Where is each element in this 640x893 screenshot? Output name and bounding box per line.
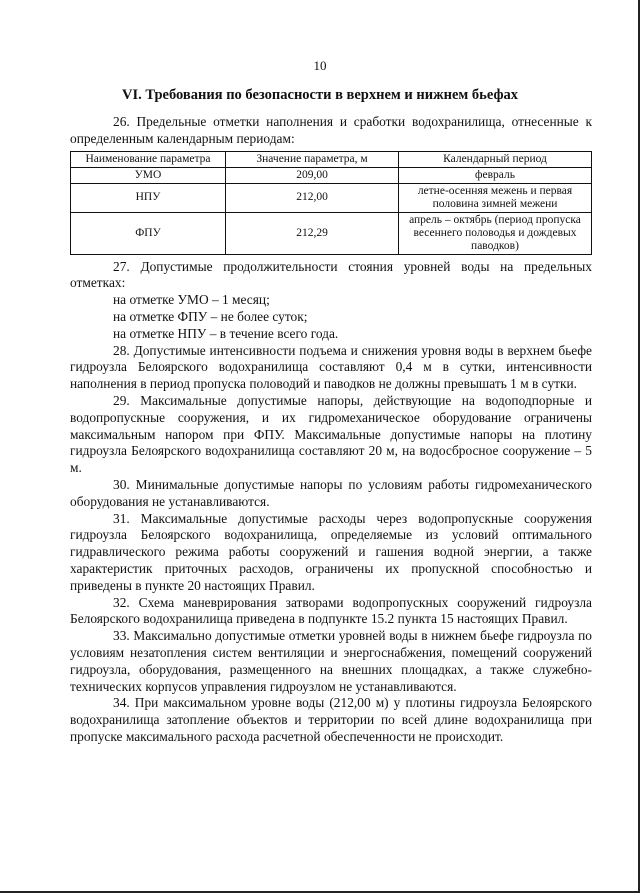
table-cell: февраль <box>399 167 592 183</box>
list-item: на отметке НПУ – в течение всего года. <box>113 325 339 341</box>
list-item: на отметке УМО – 1 месяц; <box>113 292 270 308</box>
column-header-period: Календарный период <box>399 151 592 167</box>
table-cell: НПУ <box>71 183 226 212</box>
page-number: 10 <box>313 58 327 73</box>
paragraph-28: 28. Допустимые интенсивности подъема и снижения уровня воды в верхнем бьефе гидроузла Белоярского водохранилища составляют 0,4 м в сутки, интенсивности наполнения в период пропуска половодий и паводков не должны превышать 1 м в сутки. <box>70 342 592 392</box>
table-cell: 212,00 <box>226 183 399 212</box>
table-cell: 212,29 <box>226 212 399 254</box>
paragraph-27: 27. Допустимые продолжительности стояния уровней воды на предельных отметках: <box>70 258 592 291</box>
table-cell: УМО <box>71 167 226 183</box>
list-item: на отметке ФПУ – не более суток; <box>113 308 308 324</box>
table-row <box>71 212 592 254</box>
parameters-table <box>70 151 592 255</box>
table-row <box>71 167 592 183</box>
paragraph-30: 30. Минимальные допустимые напоры по условиям работы гидромеханического оборудования не устанавливаются. <box>70 476 592 509</box>
paragraph-33: 33. Максимально допустимые отметки уровней воды в нижнем бьефе гидроузла по условиям незатопления систем вентиляции и энергоснабжения, помещений сооружений гидроузла, оборудования, размещенного на внешних площадках, а также служебно-технических корпусов управления гидроузлом не устанавливаются. <box>70 628 592 694</box>
paragraph-31: 31. Максимальные допустимые расходы через водопропускные сооружения гидроузла Белоярского водохранилища, определяемые из условий оптимального гидравлического режима работы сооружений и гашения водной энергии, а также характеристик приточных расходов, ограничены их пропускной способностью и приведены в пункте 20 настоящих Правил. <box>70 510 592 593</box>
table-cell: 209,00 <box>226 167 399 183</box>
table-cell: летне-осенняя межень и первая половина зимней межени <box>399 183 592 212</box>
paragraph-26: 26. Предельные отметки наполнения и сработки водохранилища, отнесенные к определенным календарным периодам: <box>70 114 592 146</box>
paragraph-34: 34. При максимальном уровне воды (212,00 м) у плотины гидроузла Белоярского водохранилища затопление объектов и территории по всей длине водохранилища при пропуске максимального расхода расчетной обеспеченности не происходит. <box>70 695 592 744</box>
table-cell: апрель – октябрь (период пропуска весеннего половодья и дождевых паводков) <box>399 212 592 254</box>
document-body <box>70 114 592 746</box>
paragraph-29: 29. Максимальные допустимые напоры, действующие на водоподпорные и водопропускные сооружения, и их гидромеханическое оборудование ограничены максимальным напором при ФПУ. Максимальные допустимые напоры на плотину гидроузла Белоярского водохранилища составляют 20 м, на водосбросное сооружение – 5 м. <box>70 392 592 476</box>
table-cell: ФПУ <box>71 212 226 254</box>
table-header-row <box>71 151 592 167</box>
column-header-parameter: Наименование параметра <box>71 151 226 167</box>
paragraph-32: 32. Схема маневрирования затворами водопропускных сооружений гидроузла Белоярского водохранилища приведена в подпункте 15.2 пункта 15 настоящих Правил. <box>70 594 592 627</box>
table-row <box>71 183 592 212</box>
section-title: VI. Требования по безопасности в верхнем и нижнем бьефах <box>122 87 518 103</box>
column-header-value: Значение параметра, м <box>226 151 399 167</box>
